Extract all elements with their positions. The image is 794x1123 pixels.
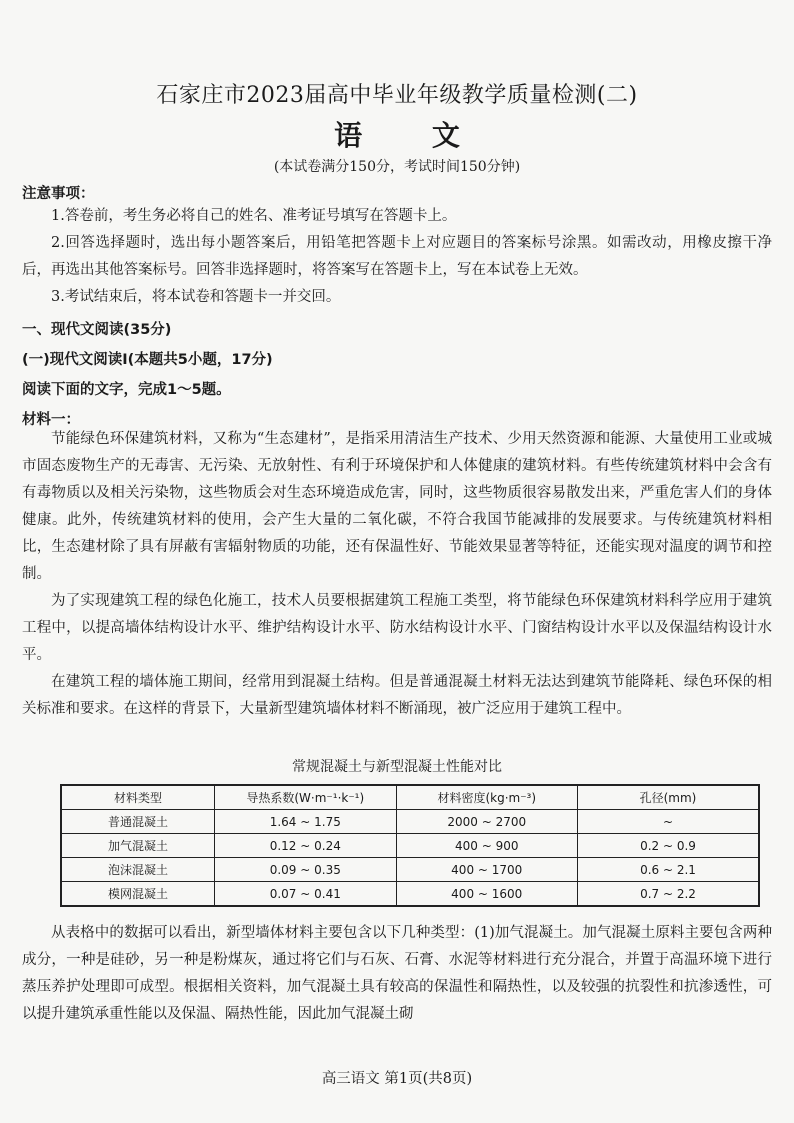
table-cell: 普通混凝土	[61, 810, 215, 834]
table-cell: 0.07 ~ 0.41	[215, 882, 396, 907]
subject-title: 语 文	[334, 119, 490, 152]
table-cell: 0.6 ~ 2.1	[577, 858, 759, 882]
table-cell: 1.64 ~ 1.75	[215, 810, 396, 834]
note-item-1: 1.答卷前，考生务必将自己的姓名、准考证号填写在答题卡上。	[51, 208, 457, 224]
header-material-type: 材料类型	[61, 785, 215, 810]
table-cell: 400 ~ 1600	[396, 882, 577, 907]
table-cell: 0.12 ~ 0.24	[215, 834, 396, 858]
reading-instruction: 阅读下面的文字，完成1～5题。	[22, 382, 231, 398]
header-density: 材料密度(kg·m⁻³)	[396, 785, 577, 810]
exam-info: (本试卷满分150分，考试时间150分钟)	[273, 159, 521, 175]
material-paragraph-after-table: 从表格中的数据可以看出，新型墙体材料主要包含以下几种类型：(1)加气混凝土。加气混凝土原料主要包含两种成分，一种是硅砂，另一种是粉煤灰，通过将它们与石灰、石膏、水泥等材料进行充分混合，并置于高温环境下进行蒸压养护处理即可成型。根据相关资料，加气混凝土具有较高的保温性和隔热性，以及较强的抗裂性和抗渗透性，可以提升建筑承重性能以及保温、隔热性能，因此加气混凝土砌	[22, 925, 772, 1022]
table-header-row	[61, 785, 759, 810]
table-cell: 400 ~ 1700	[396, 858, 577, 882]
material-label: 材料一：	[22, 412, 80, 428]
note-item-2: 2.回答选择题时，选出每小题答案后，用铅笔把答题卡上对应题目的答案标号涂黑。如需改动，用橡皮擦干净后，再选出其他答案标号。回答非选择题时，将答案写在答题卡上，写在本试卷上无效。	[22, 235, 772, 278]
table-row	[61, 858, 759, 882]
note-item-3: 3.考试结束后，将本试卷和答题卡一并交回。	[51, 289, 341, 305]
table-row	[61, 882, 759, 907]
section-title: 一、现代文阅读(35分)	[22, 322, 172, 338]
subsection-title: (一)现代文阅读Ⅰ(本题共5小题，17分)	[22, 352, 273, 368]
table-cell: 0.7 ~ 2.2	[577, 882, 759, 907]
notes-heading: 注意事项：	[22, 186, 95, 202]
material-paragraph-3: 在建筑工程的墙体施工期间，经常用到混凝土结构。但是普通混凝土材料无法达到建筑节能降耗、绿色环保的相关标准和要求。在这样的背景下，大量新型建筑墙体材料不断涌现，被广泛应用于建筑工程中。	[22, 674, 772, 717]
header-thermal-conductivity: 导热系数(W·m⁻¹·k⁻¹)	[215, 785, 396, 810]
table-cell: ~	[577, 810, 759, 834]
table-row	[61, 810, 759, 834]
table-row	[61, 834, 759, 858]
table-cell: 2000 ~ 2700	[396, 810, 577, 834]
table-cell: 加气混凝土	[61, 834, 215, 858]
table-caption: 常规混凝土与新型混凝土性能对比	[292, 759, 502, 775]
material-paragraph-1: 节能绿色环保建筑材料，又称为“生态建材”，是指采用清洁生产技术、少用天然资源和能源、大量使用工业或城市固态废物生产的无毒害、无污染、无放射性、有利于环境保护和人体健康的建筑材料。有些传统建筑材料中会含有有毒物质以及相关污染物，这些物质会对生态环境造成危害，同时，这些物质很容易散发出来，严重危害人们的身体健康。此外，传统建筑材料的使用，会产生大量的二氧化碳，不符合我国节能减排的发展要求。与传统建筑材料相比，生态建材除了具有屏蔽有害辐射物质的功能，还有保温性好、节能效果显著等特征，还能实现对温度的调节和控制。	[22, 431, 772, 582]
page-footer: 高三语文 第1页(共8页)	[321, 1071, 473, 1087]
header-pore-size: 孔径(mm)	[577, 785, 759, 810]
exam-title: 石家庄市2023届高中毕业年级教学质量检测(二)	[156, 83, 638, 108]
comparison-table	[60, 784, 760, 907]
table-cell: 0.09 ~ 0.35	[215, 858, 396, 882]
table-cell: 模网混凝土	[61, 882, 215, 907]
table-cell: 400 ~ 900	[396, 834, 577, 858]
table-cell: 泡沫混凝土	[61, 858, 215, 882]
table-cell: 0.2 ~ 0.9	[577, 834, 759, 858]
material-paragraph-2: 为了实现建筑工程的绿色化施工，技术人员要根据建筑工程施工类型，将节能绿色环保建筑材料科学应用于建筑工程中，以提高墙体结构设计水平、维护结构设计水平、防水结构设计水平、门窗结构设计水平以及保温结构设计水平。	[22, 593, 772, 663]
